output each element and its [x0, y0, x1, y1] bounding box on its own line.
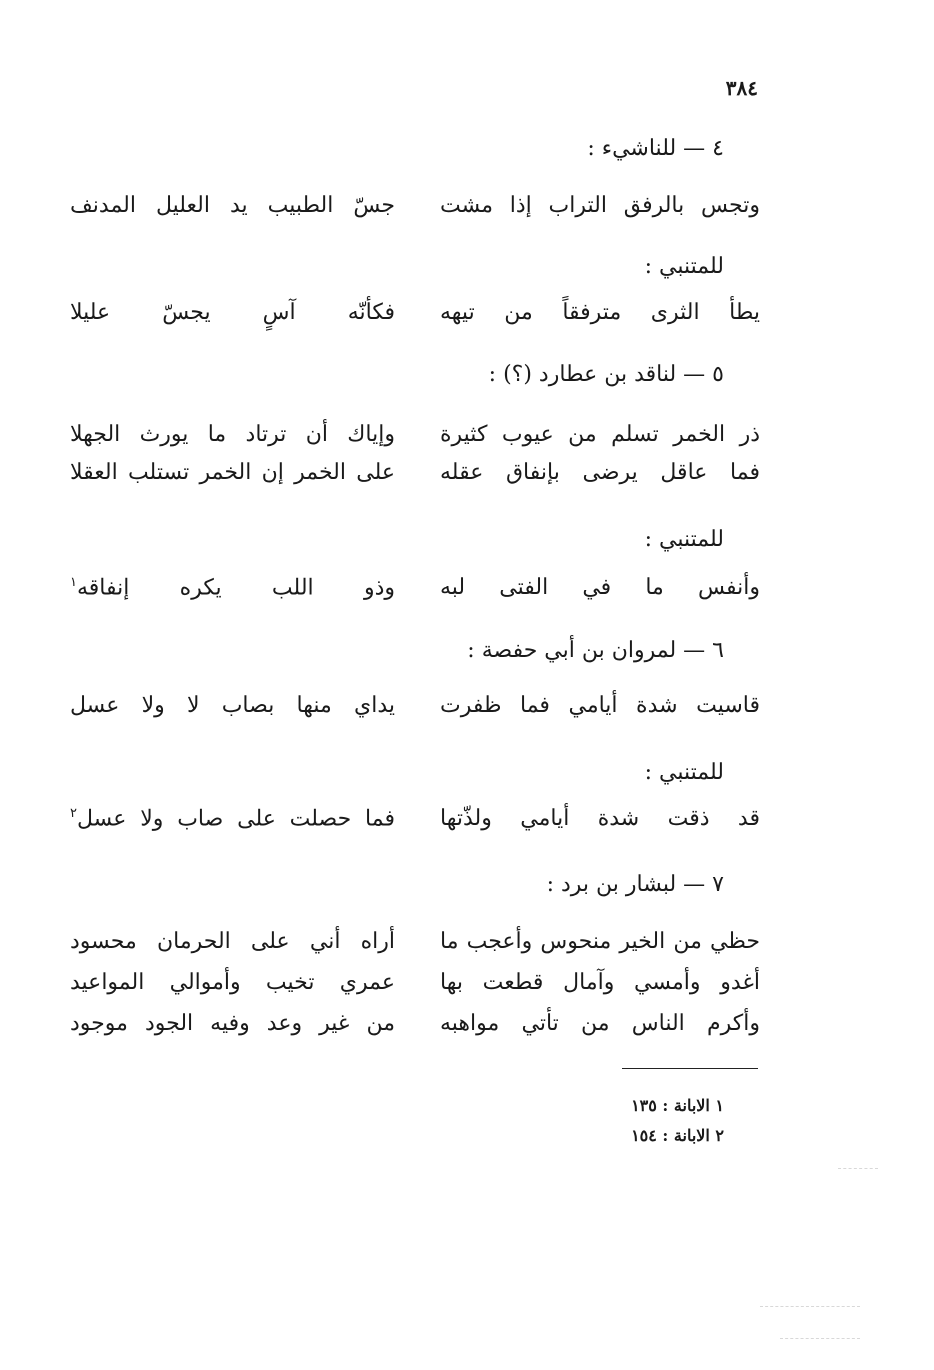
section-heading: للمتنبي :	[644, 254, 724, 279]
hemistich-text: فما حصلت على صاب ولا عسل	[76, 806, 395, 832]
section-heading: ٦ — لمروان بن أبي حفصة :	[467, 638, 724, 663]
verse-line	[70, 460, 760, 500]
hemistich-text: عمري تخيب وأموالي المواعيد	[70, 970, 395, 995]
footnote-marker: ١	[70, 575, 77, 590]
hemistich-text: على الخمر إن الخمر تستلب العقلا	[70, 460, 395, 485]
verse-line	[70, 929, 760, 969]
section-heading: ٧ — لبشار بن برد :	[546, 872, 724, 897]
verse-second-hemistich	[70, 422, 395, 447]
verse-second-hemistich	[70, 693, 395, 718]
section-heading: للمتنبي :	[644, 527, 724, 552]
verse-line	[70, 193, 760, 233]
footnote: ٢ الابانة : ١٥٤	[631, 1126, 724, 1145]
verse-first-hemistich: وأكرم الناس من تأتي مواهبه	[440, 1011, 760, 1036]
verse-first-hemistich: قاسيت شدة أيامي فما ظفرت	[440, 693, 760, 718]
verse-line	[70, 970, 760, 1010]
verse-first-hemistich: وتجس بالرفق التراب إذا مشت	[440, 193, 760, 218]
verse-second-hemistich	[70, 970, 395, 995]
verse-second-hemistich	[70, 575, 395, 600]
verse-second-hemistich	[70, 460, 395, 485]
verse-second-hemistich	[70, 193, 395, 218]
hemistich-text: جسّ الطبيب يد العليل المدنف	[70, 193, 395, 218]
verse-first-hemistich: ذر الخمر تسلم من عيوب كثيرة	[440, 422, 760, 447]
verse-first-hemistich: حظي من الخير منحوس وأعجب ما	[440, 929, 760, 954]
hemistich-text: من غير وعد وفيه الجود موجود	[70, 1011, 395, 1036]
verse-line	[70, 422, 760, 462]
footnote-separator	[622, 1068, 758, 1069]
verse-second-hemistich	[70, 300, 395, 325]
verse-line	[70, 1011, 760, 1051]
verse-first-hemistich: قد ذقت شدة أيامي ولذّتها	[440, 806, 760, 831]
hemistich-text: وذو اللب يكره إنفاقه	[76, 575, 395, 601]
hemistich-text: فكأنّه آسٍ يجسّ عليلا	[70, 300, 395, 325]
hemistich-text: أراه أني على الحرمان محسود	[70, 929, 395, 954]
footnote-marker: ٢	[70, 806, 77, 821]
footnote: ١ الابانة : ١٣٥	[631, 1096, 724, 1115]
verse-first-hemistich: وأنفس ما في الفتى لبه	[440, 575, 760, 600]
verse-line	[70, 575, 760, 615]
scan-artifact	[838, 1168, 878, 1169]
verse-second-hemistich	[70, 1011, 395, 1036]
hemistich-text: وإياك أن ترتاد ما يورث الجهلا	[70, 422, 395, 447]
section-heading: ٥ — لناقد بن عطارد (؟) :	[488, 362, 724, 387]
verse-line	[70, 806, 760, 846]
page-number: ٣٨٤	[725, 76, 758, 100]
section-heading: ٤ — للناشيء :	[587, 136, 724, 161]
verse-first-hemistich: يطأ الثرى مترفقاً من تيهه	[440, 300, 760, 325]
scan-artifact	[780, 1338, 860, 1339]
scan-artifact	[760, 1306, 860, 1307]
hemistich-text: يداي منها بصاب لا ولا عسل	[70, 693, 395, 718]
verse-second-hemistich	[70, 806, 395, 831]
section-heading: للمتنبي :	[644, 760, 724, 785]
verse-second-hemistich	[70, 929, 395, 954]
verse-first-hemistich: أغدو وأمسي وآمال قطعت بها	[440, 970, 760, 995]
verse-first-hemistich: فما عاقل يرضى بإنفاق عقله	[440, 460, 760, 485]
verse-line	[70, 300, 760, 340]
verse-line	[70, 693, 760, 733]
